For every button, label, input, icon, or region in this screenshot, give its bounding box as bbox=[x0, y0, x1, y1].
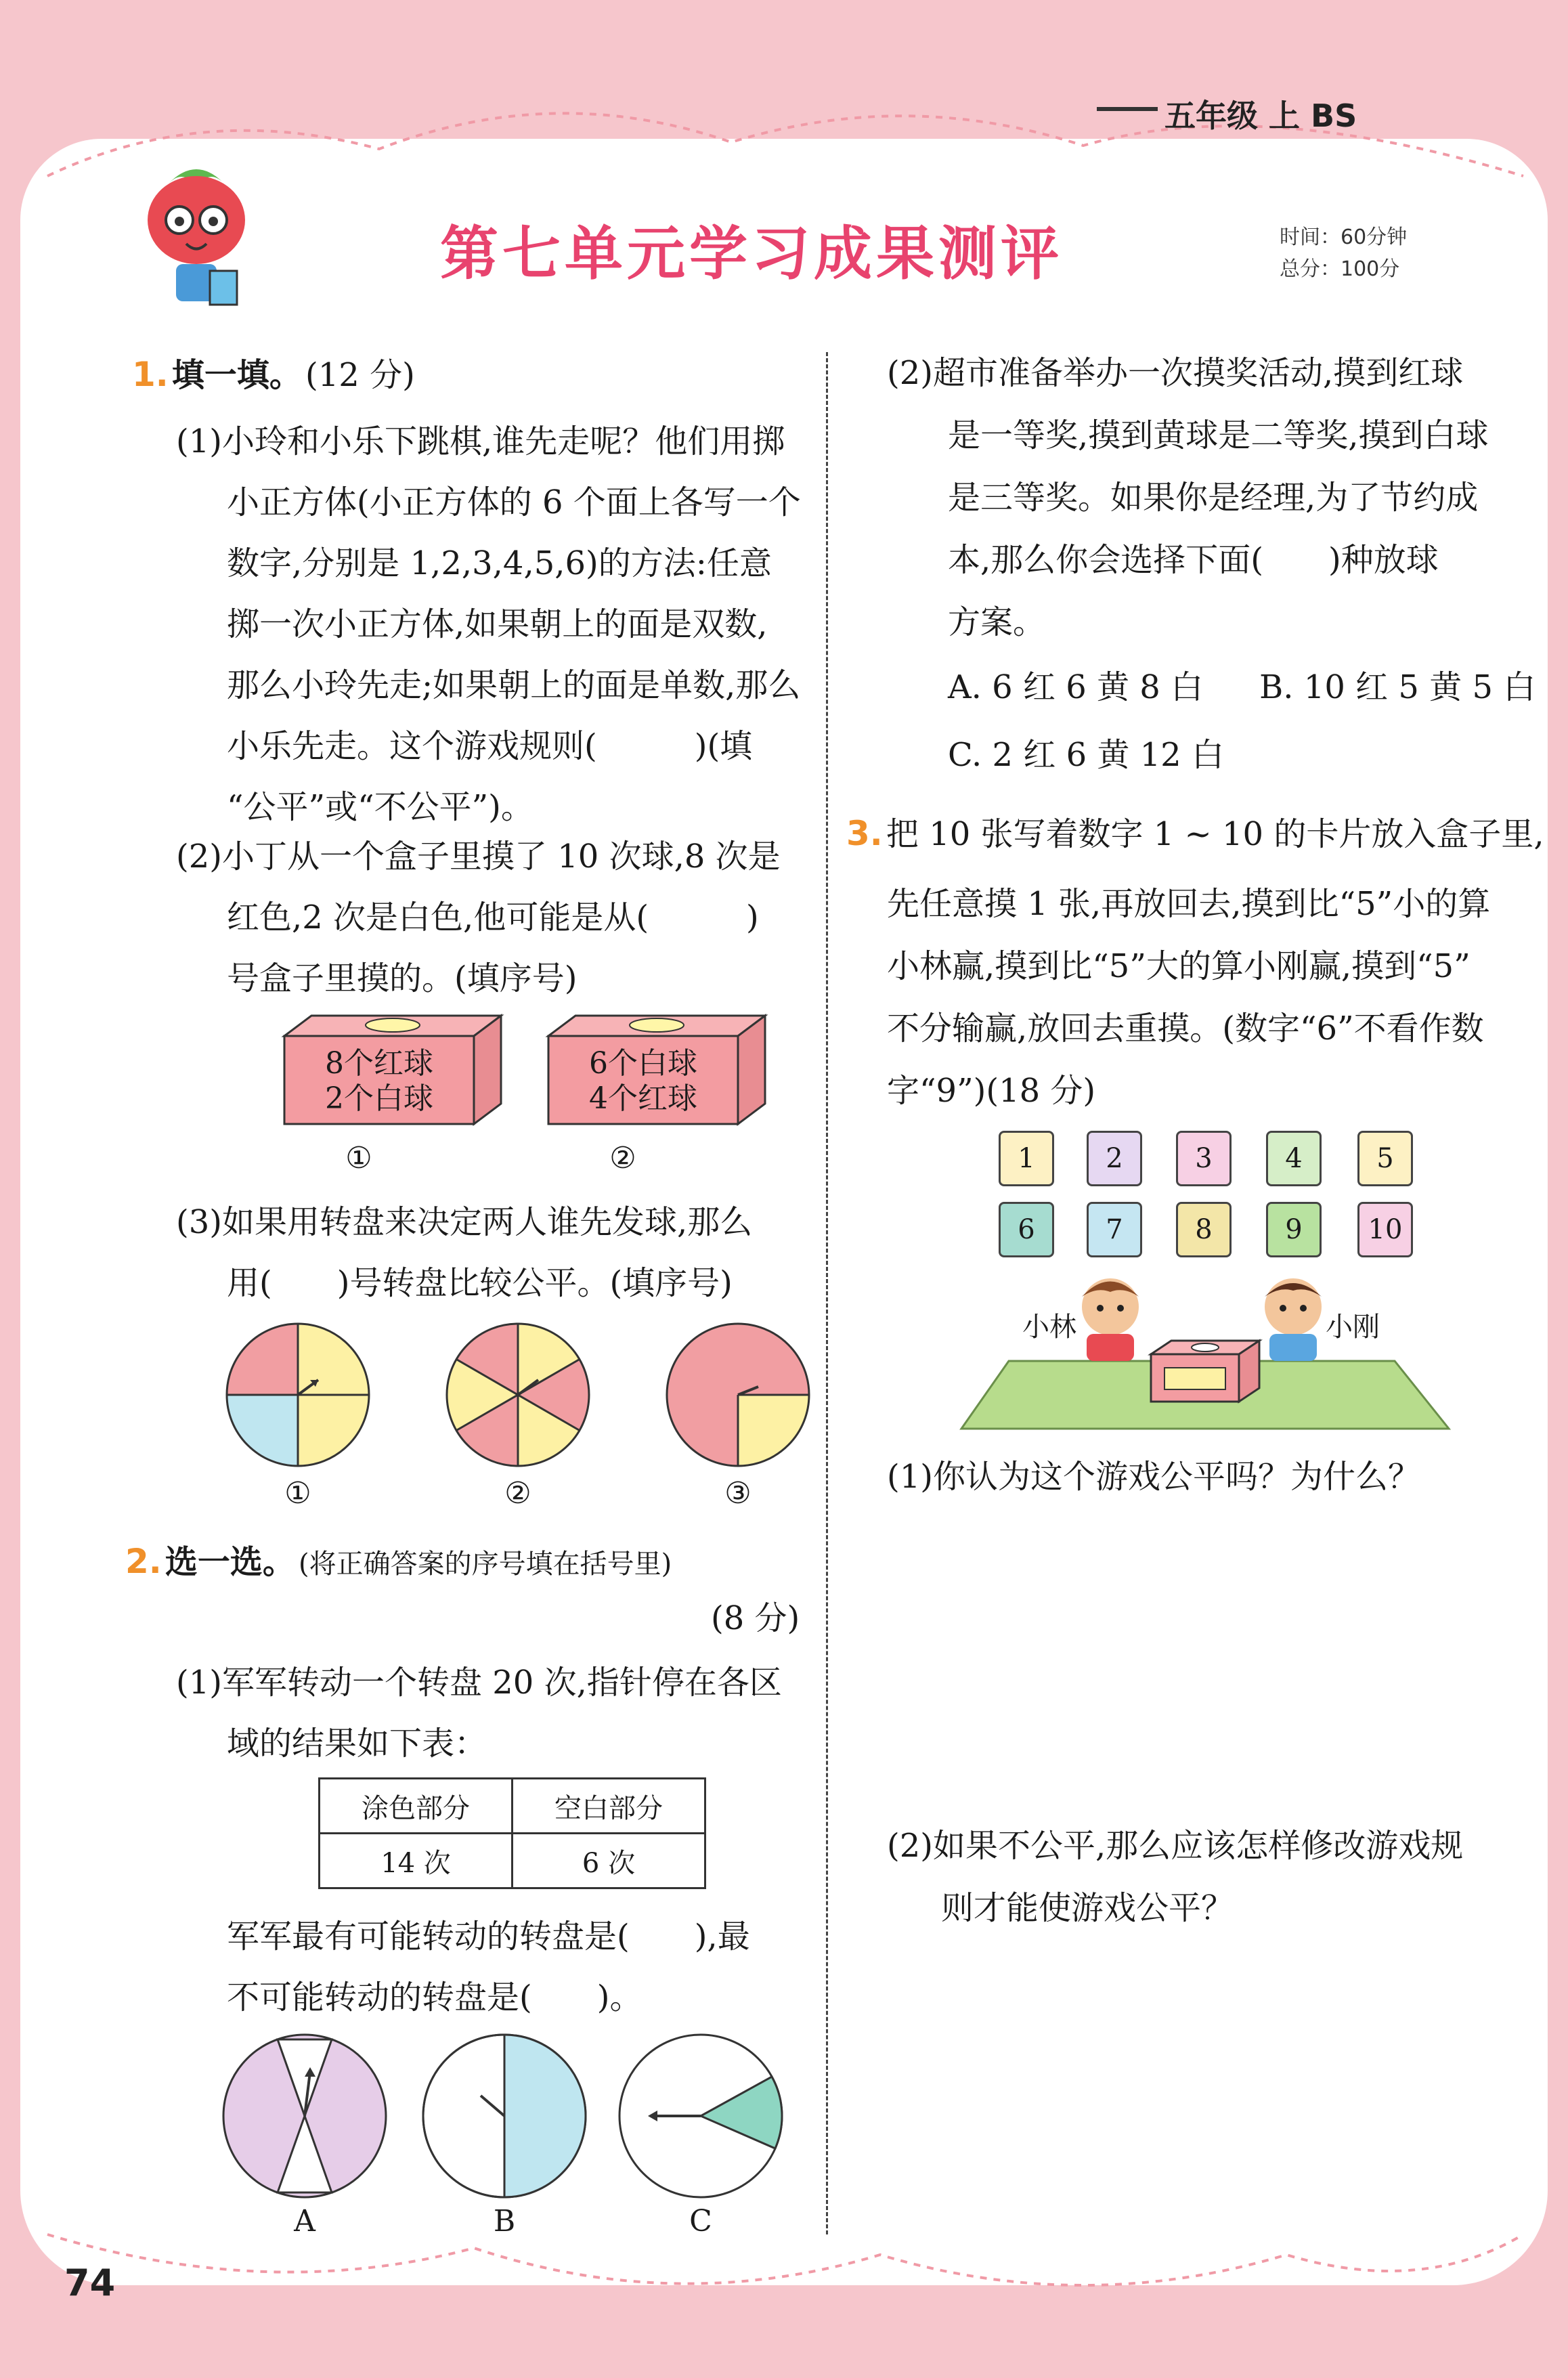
spinner-label-c: C bbox=[689, 2204, 712, 2239]
text-line: (1)小玲和小乐下跳棋,谁先走呢？他们用掷 bbox=[176, 423, 785, 460]
text-line: “公平”或“不公平”)。 bbox=[227, 788, 533, 826]
text-line: 先任意摸 1 张,再放回去,摸到比“5”小的算 bbox=[887, 885, 1491, 923]
box-2-label bbox=[548, 1046, 738, 1117]
number-card: 1 bbox=[999, 1131, 1054, 1186]
text-line: 字“9”)(18 分) bbox=[887, 1072, 1096, 1110]
box-1-line: 2个白球 bbox=[325, 1081, 433, 1116]
spinner-label-2: ② bbox=[504, 1476, 531, 1511]
option-a: A. 6 红 6 黄 8 白 bbox=[948, 668, 1204, 706]
table-row bbox=[320, 1834, 705, 1888]
grade-rule bbox=[1097, 107, 1158, 111]
number-card: 4 bbox=[1266, 1131, 1322, 1186]
text-line: 数字,分别是 1,2,3,4,5,6)的方法:任意 bbox=[227, 544, 772, 582]
question-number: 2. bbox=[125, 1542, 162, 1581]
number-card: 8 bbox=[1176, 1202, 1232, 1257]
number-card: 9 bbox=[1266, 1202, 1322, 1257]
spinner-3 bbox=[667, 1324, 809, 1466]
boy-right-icon bbox=[1265, 1278, 1322, 1361]
text-line: 则才能使游戏公平？ bbox=[941, 1889, 1234, 1927]
text-line: 不分输赢,放回去重摸。(数字“6”不看作数 bbox=[887, 1010, 1484, 1047]
question-title: 填一填。 bbox=[171, 356, 302, 394]
total-score: 总分：100分 bbox=[1280, 257, 1400, 281]
text-line: (3)如果用转盘来决定两人谁先发球,那么 bbox=[176, 1203, 753, 1241]
number-card: 7 bbox=[1087, 1202, 1142, 1257]
spinner-label-b: B bbox=[493, 2204, 516, 2239]
spinner-2 bbox=[447, 1324, 589, 1466]
question-1-part-2 bbox=[176, 826, 781, 1009]
text-line: (2)小丁从一个盒子里摸了 10 次球,8 次是 bbox=[176, 838, 781, 875]
spinners-q1-figure bbox=[223, 1320, 819, 1476]
spinners-q2-figure bbox=[217, 2031, 806, 2207]
spinner-label-1: ① bbox=[284, 1476, 311, 1511]
number-card: 3 bbox=[1176, 1131, 1232, 1186]
question-title: 选一选。 bbox=[165, 1543, 295, 1581]
question-points: (12 分) bbox=[305, 356, 415, 394]
spinner-label-3: ③ bbox=[724, 1476, 752, 1511]
question-1-part-1 bbox=[176, 411, 801, 838]
question-points: (8 分) bbox=[711, 1599, 800, 1637]
table-cell: 6 次 bbox=[513, 1834, 705, 1888]
question-3 bbox=[846, 802, 1544, 1122]
boy-left-icon bbox=[1082, 1278, 1139, 1361]
text-line: 小乐先走。这个游戏规则( )(填 bbox=[227, 727, 753, 765]
text-line: 是一等奖,摸到黄球是二等奖,摸到白球 bbox=[948, 416, 1489, 454]
spinner-a bbox=[223, 2035, 386, 2197]
text-line: 号盒子里摸的。(填序号) bbox=[227, 959, 578, 997]
card-box-icon bbox=[1151, 1341, 1259, 1402]
number-card: 2 bbox=[1087, 1131, 1142, 1186]
results-table bbox=[318, 1777, 706, 1889]
text-line: 那么小玲先走;如果朝上的面是单数,那么 bbox=[227, 666, 801, 704]
question-2-part-1 bbox=[176, 1652, 782, 1774]
text-line: (2)如果不公平,那么应该怎样修改游戏规 bbox=[887, 1827, 1464, 1865]
table-header-cell: 空白部分 bbox=[513, 1779, 705, 1834]
grade-label: 五年级 上 BS bbox=[1164, 98, 1357, 134]
box-label-2: ② bbox=[609, 1141, 636, 1175]
text-line: 域的结果如下表： bbox=[227, 1725, 487, 1763]
column-divider bbox=[826, 352, 828, 2234]
time-limit: 时间：60分钟 bbox=[1280, 225, 1408, 249]
question-2-part-2 bbox=[887, 342, 1489, 653]
spinner-label-a: A bbox=[294, 2204, 315, 2239]
spinner-b bbox=[423, 2035, 586, 2197]
game-illustration bbox=[948, 1259, 1462, 1442]
question-3-first-line bbox=[846, 802, 1544, 873]
text-line: 掷一次小正方体,如果朝上的面是双数, bbox=[227, 605, 768, 643]
question-1-heading bbox=[132, 349, 415, 395]
strawberry-mascot-icon bbox=[129, 156, 264, 311]
box-2-line: 6个白球 bbox=[589, 1046, 697, 1081]
box-1-label bbox=[284, 1046, 474, 1117]
text-line: 不可能转动的转盘是( )。 bbox=[227, 1979, 643, 2016]
text-line: 是三等奖。如果你是经理,为了节约成 bbox=[948, 479, 1479, 517]
table-header-cell: 涂色部分 bbox=[320, 1779, 513, 1834]
box-label-1: ① bbox=[345, 1141, 372, 1175]
name-xiaolin: 小林 bbox=[1022, 1312, 1076, 1343]
option-b: B. 10 红 5 黄 5 白 bbox=[1259, 668, 1536, 706]
box-2-line: 4个红球 bbox=[589, 1081, 697, 1116]
table-cell: 14 次 bbox=[320, 1834, 513, 1888]
table-row bbox=[320, 1779, 705, 1834]
spinner-1 bbox=[227, 1324, 369, 1466]
question-number: 1. bbox=[132, 355, 169, 394]
question-2-heading bbox=[125, 1536, 672, 1584]
text-line: 方案。 bbox=[948, 603, 1046, 641]
text-line: 用( )号转盘比较公平。(填序号) bbox=[227, 1264, 733, 1302]
question-1-part-3 bbox=[176, 1192, 752, 1314]
text-line: 本,那么你会选择下面( )种放球 bbox=[948, 541, 1439, 579]
page-number: 74 bbox=[64, 2262, 116, 2304]
question-2-part-1-ask bbox=[227, 1906, 750, 2028]
text-line: 小正方体(小正方体的 6 个面上各写一个 bbox=[227, 483, 801, 521]
text-line: 小林赢,摸到比“5”大的算小刚赢,摸到“5” bbox=[887, 947, 1471, 985]
question-3-sub-2 bbox=[887, 1815, 1463, 1939]
number-card: 10 bbox=[1357, 1202, 1413, 1257]
spinner-c bbox=[619, 2035, 782, 2197]
question-note: (将正确答案的序号填在括号里) bbox=[299, 1549, 672, 1580]
text-line: 军军最有可能转动的转盘是( ),最 bbox=[227, 1918, 750, 1955]
question-number: 3. bbox=[846, 814, 883, 853]
text-line: 红色,2 次是白色,他可能是从( ) bbox=[227, 899, 759, 936]
name-xiaogang: 小刚 bbox=[1326, 1312, 1380, 1343]
text-line: 把 10 张写着数字 1 ~ 10 的卡片放入盒子里, bbox=[886, 815, 1544, 853]
text-line: (1)军军转动一个转盘 20 次,指针停在各区 bbox=[176, 1664, 782, 1702]
text-line: (2)超市准备举办一次摸奖活动,摸到红球 bbox=[887, 354, 1464, 392]
box-1-line: 8个红球 bbox=[325, 1046, 433, 1081]
question-3-sub-1: (1)你认为这个游戏公平吗？为什么？ bbox=[887, 1458, 1420, 1496]
page-title: 第七单元学习成果测评 bbox=[440, 220, 1063, 288]
number-card: 6 bbox=[999, 1202, 1054, 1257]
number-card: 5 bbox=[1357, 1131, 1413, 1186]
option-c: C. 2 红 6 黄 12 白 bbox=[948, 736, 1224, 774]
